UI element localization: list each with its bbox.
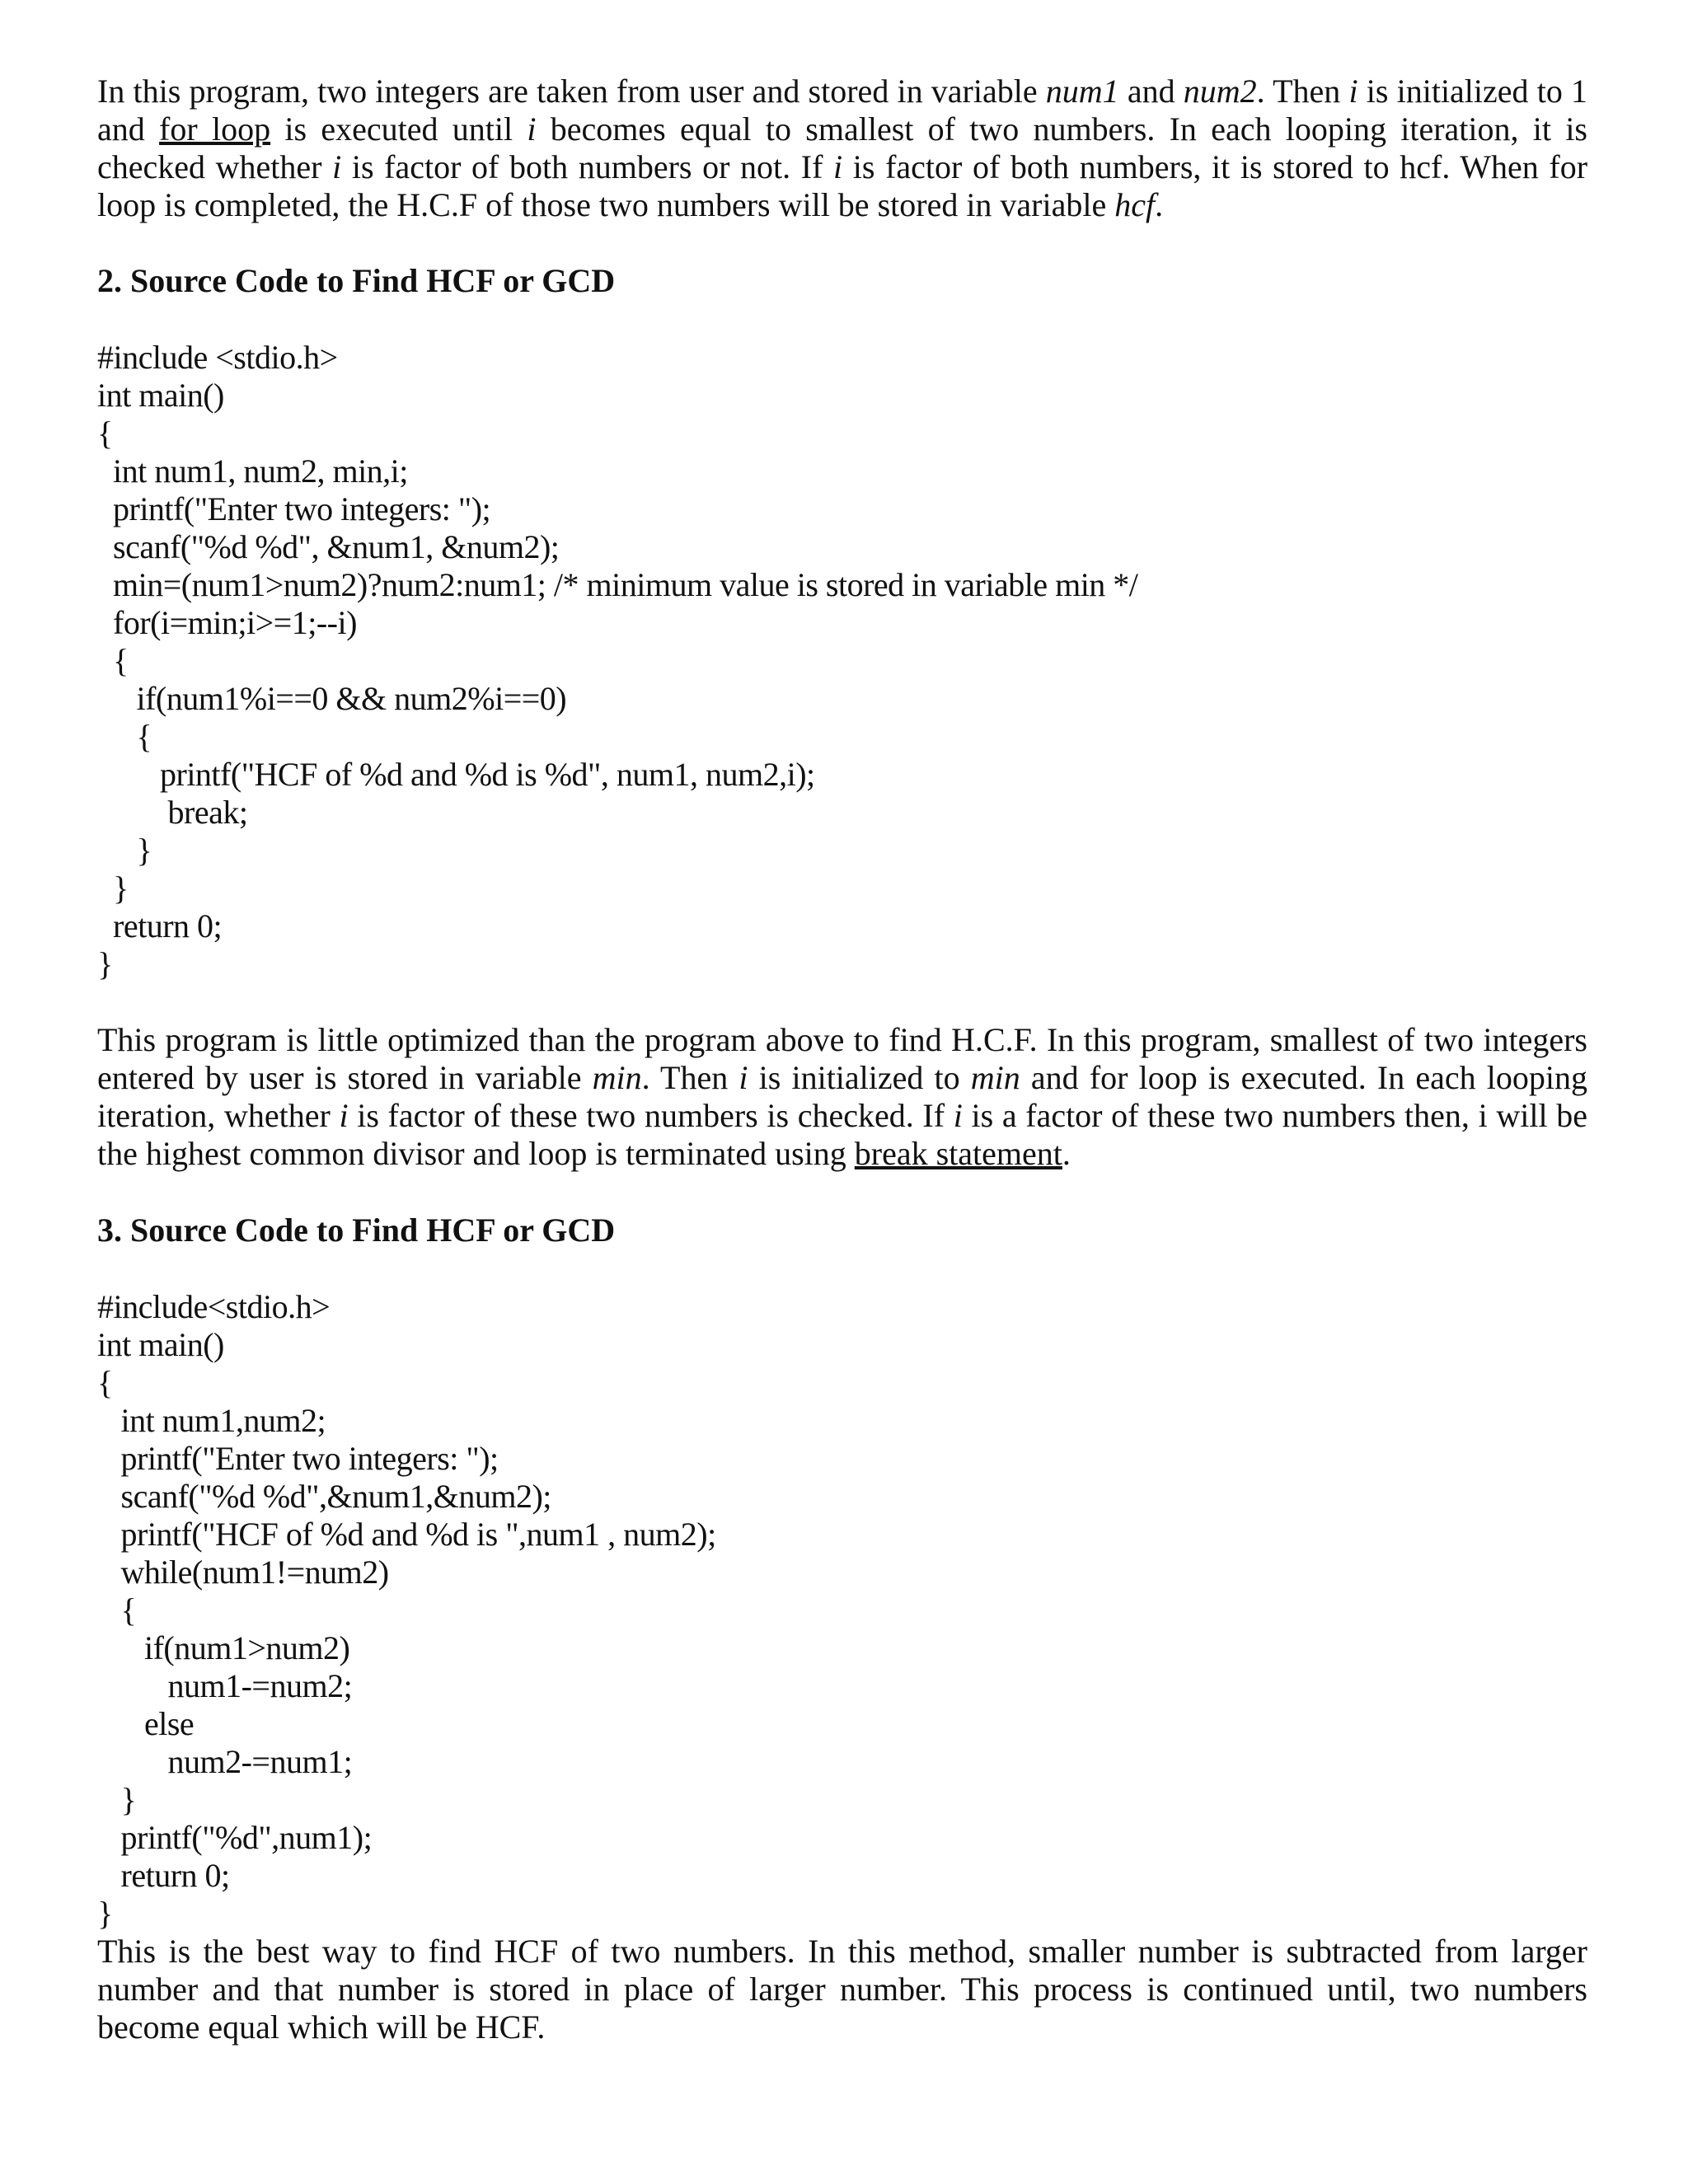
var-num2: num2 bbox=[1183, 73, 1257, 110]
var-i: i bbox=[1348, 73, 1358, 110]
code-line: { bbox=[97, 415, 113, 452]
document-page bbox=[97, 73, 1587, 2046]
code-line: break; bbox=[97, 794, 248, 831]
code-line: int main() bbox=[97, 1326, 224, 1363]
section-heading-2: 2. Source Code to Find HCF or GCD bbox=[97, 262, 616, 299]
code-line: scanf("%d %d",&num1,&num2); bbox=[97, 1478, 551, 1515]
code-line: num2-=num1; bbox=[97, 1743, 353, 1780]
code-line: scanf("%d %d", &num1, &num2); bbox=[97, 528, 560, 565]
code-line: int num1, num2, min,i; bbox=[97, 452, 408, 490]
section2-paragraph: This program is little optimized than the program above to find H.C.F. In this program, smallest of two integers entered by user is stored in variable min. Then i is initialized to min and for loop is executed. In each looping iteration, whether i is factor of these two numbers is checked. If i is a factor of these two numbers then, i will be the highest common divisor and loop is terminated using break statement. bbox=[97, 1021, 1588, 1172]
code-line: { bbox=[97, 1591, 137, 1629]
code-line: { bbox=[97, 642, 129, 679]
section-heading-3: 3. Source Code to Find HCF or GCD bbox=[97, 1212, 616, 1249]
code-line: else bbox=[97, 1705, 195, 1742]
code-line: int main() bbox=[97, 377, 224, 414]
break-statement-link[interactable]: break statement bbox=[854, 1135, 1062, 1172]
code-line: { bbox=[97, 1364, 113, 1401]
var-num1: num1 bbox=[1045, 73, 1119, 110]
code-line: #include<stdio.h> bbox=[97, 1288, 331, 1325]
code-line: if(num1%i==0 && num2%i==0) bbox=[97, 680, 567, 717]
var-i: i bbox=[332, 148, 342, 185]
code-line: printf("HCF of %d and %d is ",num1 , num2); bbox=[97, 1516, 716, 1553]
code-line: } bbox=[97, 945, 113, 982]
code-line: printf("Enter two integers: "); bbox=[97, 1440, 499, 1477]
var-i: i bbox=[953, 1097, 963, 1134]
code-line: return 0; bbox=[97, 907, 223, 944]
var-min: min bbox=[592, 1059, 642, 1096]
code-line: printf("%d",num1); bbox=[97, 1819, 373, 1856]
code-line: } bbox=[97, 869, 129, 907]
code-line: } bbox=[97, 1895, 113, 1932]
var-i: i bbox=[339, 1097, 349, 1134]
code-block-2 bbox=[97, 339, 1587, 983]
code-line: int num1,num2; bbox=[97, 1402, 326, 1439]
code-line: { bbox=[97, 718, 152, 755]
for-loop-link[interactable]: for loop bbox=[159, 110, 271, 148]
var-hcf: hcf bbox=[1114, 186, 1156, 223]
code-line: min=(num1>num2)?num2:num1; /* minimum value is stored in variable min */ bbox=[97, 566, 1138, 603]
intro-paragraph: In this program, two integers are taken from user and stored in variable num1 and num2. Then i is initialized to 1 and for loop is executed until i becomes equal to smallest of two numbers. In each looping iteration, it is checked whether i is factor of both numbers or not. If i is factor of both numbers, it is stored to hcf. When for loop is completed, the H.C.F of those two numbers will be stored in variable hcf. bbox=[97, 73, 1588, 223]
code-line: if(num1>num2) bbox=[97, 1629, 350, 1666]
code-line: printf("HCF of %d and %d is %d", num1, num2,i); bbox=[97, 756, 815, 793]
code-block-3 bbox=[97, 1288, 1587, 1933]
code-line: #include <stdio.h> bbox=[97, 339, 338, 376]
var-min: min bbox=[970, 1059, 1020, 1096]
var-i: i bbox=[738, 1059, 748, 1096]
code-line: for(i=min;i>=1;--i) bbox=[97, 604, 357, 641]
var-i: i bbox=[833, 148, 843, 185]
code-line: } bbox=[97, 1781, 137, 1818]
code-line: while(num1!=num2) bbox=[97, 1554, 389, 1591]
section3-paragraph: This is the best way to find HCF of two numbers. In this method, smaller number is subtracted from larger number and that number is stored in place of larger number. This process is continued until, two numbers become equal which will be HCF. bbox=[97, 1933, 1587, 2046]
code-line: printf("Enter two integers: "); bbox=[97, 490, 491, 527]
var-i: i bbox=[527, 110, 537, 148]
code-line: return 0; bbox=[97, 1857, 230, 1894]
code-line: num1-=num2; bbox=[97, 1667, 353, 1704]
code-line: } bbox=[97, 832, 152, 869]
